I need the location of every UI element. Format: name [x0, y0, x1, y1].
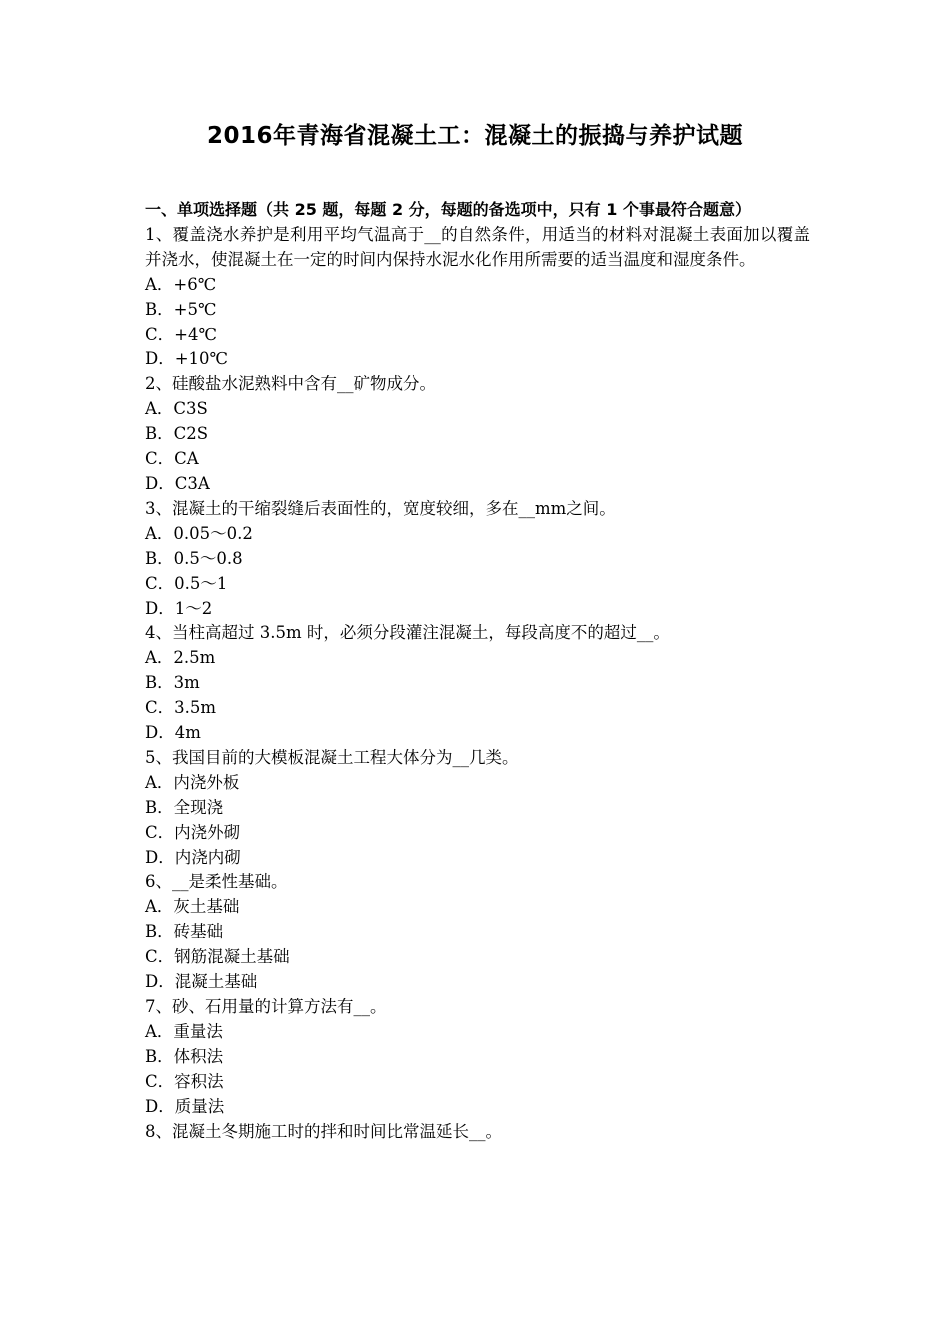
answer-option: B．C2S	[145, 424, 209, 444]
question-block	[145, 621, 810, 746]
answer-option: D．1～2	[145, 598, 213, 618]
answer-option: B．体积法	[145, 1046, 224, 1066]
answer-option: C．容积法	[145, 1071, 224, 1091]
answer-option: C．0.5～1	[145, 573, 228, 593]
answer-option: A．C3S	[145, 399, 208, 419]
answer-option: B．3m	[145, 673, 200, 693]
question-text: 4、当柱高超过 3.5m 时，必须分段灌注混凝土，每段高度不的超过__。	[145, 623, 670, 643]
question-text: 6、__是柔性基础。	[145, 872, 288, 892]
answer-option: D．C3A	[145, 473, 210, 493]
answer-option: D．质量法	[145, 1096, 225, 1116]
question-text: 1、覆盖浇水养护是利用平均气温高于__的自然条件，用适当的材料对混凝土表面加以覆盖并浇水，使混凝土在一定的时间内保持水泥水化作用所需要的适当温度和湿度条件。	[145, 224, 810, 269]
question-text: 2、硅酸盐水泥熟料中含有__矿物成分。	[145, 374, 436, 394]
answer-option: C．内浇外砌	[145, 822, 241, 842]
question-block	[145, 497, 810, 622]
page-title: 2016年青海省混凝土工：混凝土的振捣与养护试题	[206, 123, 743, 149]
answer-option: A．灰土基础	[145, 897, 240, 917]
answer-option: A．2.5m	[145, 648, 216, 668]
answer-option: B．+5℃	[145, 299, 217, 319]
answer-option: C．+4℃	[145, 324, 217, 344]
question-block	[145, 1120, 810, 1145]
answer-option: D．混凝土基础	[145, 972, 258, 992]
question-text: 5、我国目前的大模板混凝土工程大体分为__几类。	[145, 747, 519, 767]
answer-option: C．CA	[145, 449, 199, 469]
question-block	[145, 223, 810, 372]
question-text: 3、混凝土的干缩裂缝后表面性的，宽度较细，多在__mm之间。	[145, 498, 616, 518]
answer-option: D．4m	[145, 723, 201, 743]
answer-option: B．全现浇	[145, 797, 224, 817]
document-body	[145, 198, 810, 1144]
question-block	[145, 746, 810, 871]
answer-option: A．重量法	[145, 1021, 223, 1041]
question-block	[145, 870, 810, 995]
answer-option: A．内浇外板	[145, 772, 240, 792]
question-text: 7、砂、石用量的计算方法有__。	[145, 997, 387, 1016]
answer-option: D．内浇内砌	[145, 847, 241, 867]
answer-option: B．0.5～0.8	[145, 548, 243, 568]
answer-option: C．钢筋混凝土基础	[145, 947, 290, 967]
answer-option: B．砖基础	[145, 922, 224, 942]
question-text: 8、混凝土冬期施工时的拌和时间比常温延长__。	[145, 1121, 502, 1141]
question-block	[145, 995, 810, 1120]
answer-option: A．0.05～0.2	[145, 523, 253, 543]
section-heading: 一、单项选择题（共 25 题，每题 2 分，每题的备选项中，只有 1 个事最符合题意）	[145, 200, 751, 219]
answer-option: A．+6℃	[145, 274, 217, 294]
answer-option: D．+10℃	[145, 349, 229, 369]
question-block	[145, 372, 810, 497]
answer-option: C．3.5m	[145, 698, 217, 718]
